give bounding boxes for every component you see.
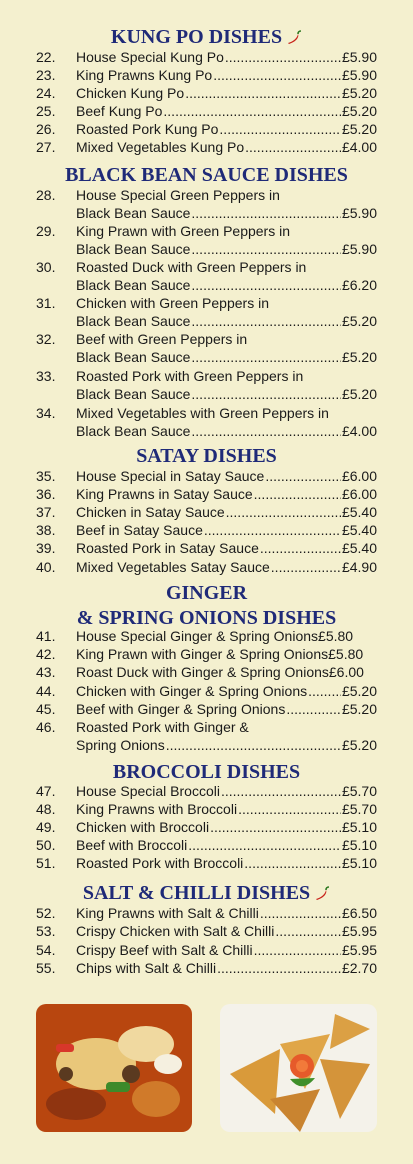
food-photo-sesame-toast xyxy=(220,1004,377,1132)
item-price: £6.50 xyxy=(341,905,377,921)
menu-item xyxy=(0,294,413,330)
item-name: Black Bean Sauce xyxy=(76,313,191,329)
item-price: £5.20 xyxy=(341,683,377,699)
item-name: King Prawns in Satay Sauce xyxy=(76,486,253,502)
item-name: Black Bean Sauce xyxy=(76,277,191,293)
item-price: £5.90 xyxy=(341,67,377,83)
menu-item xyxy=(0,521,413,539)
menu-item xyxy=(0,682,413,700)
item-price: £5.40 xyxy=(341,540,377,556)
menu-item xyxy=(0,330,413,366)
dot-leader xyxy=(226,503,341,521)
section-title: BLACK BEAN SAUCE DISHES xyxy=(65,164,348,186)
item-name-line1: Roasted Pork with Ginger & xyxy=(76,719,249,735)
menu-item xyxy=(0,404,413,440)
item-name: Black Bean Sauce xyxy=(76,241,191,257)
dot-leader xyxy=(254,485,341,503)
item-price: £5.10 xyxy=(341,819,377,835)
item-name: Black Bean Sauce xyxy=(76,205,191,221)
item-number: 36. xyxy=(36,486,56,502)
dot-leader xyxy=(191,276,341,294)
item-name: Black Bean Sauce xyxy=(76,349,191,365)
item-price: £5.70 xyxy=(341,801,377,817)
item-name-line1: Mixed Vegetables with Green Peppers in xyxy=(76,405,329,421)
item-number: 51. xyxy=(36,855,56,871)
item-number: 54. xyxy=(36,942,56,958)
item-number: 45. xyxy=(36,701,56,717)
dot-leader xyxy=(225,48,341,66)
food-photo-stir-fry xyxy=(36,1004,192,1132)
menu-item xyxy=(0,186,413,222)
section-satay xyxy=(0,445,413,467)
menu-item xyxy=(0,66,413,84)
menu-item xyxy=(0,485,413,503)
menu-item xyxy=(0,258,413,294)
item-price: £5.80 xyxy=(318,628,354,644)
dot-leader xyxy=(244,854,341,872)
item-price: £5.90 xyxy=(341,205,377,221)
dot-leader xyxy=(185,84,341,102)
menu-item xyxy=(0,102,413,120)
dot-leader xyxy=(191,204,341,222)
item-name: Spring Onions xyxy=(76,737,165,753)
item-number: 30. xyxy=(36,259,56,275)
menu-item xyxy=(0,627,413,645)
item-number: 37. xyxy=(36,504,56,520)
dot-leader xyxy=(204,521,341,539)
menu-item xyxy=(0,467,413,485)
menu-item xyxy=(0,941,413,959)
dot-leader xyxy=(191,312,341,330)
chili-pepper-icon xyxy=(286,30,302,46)
menu-item xyxy=(0,782,413,800)
section-title-text: KUNG PO DISHES xyxy=(110,26,283,48)
section-title-text: SALT & CHILLI DISHES xyxy=(82,882,311,904)
item-price: £6.00 xyxy=(328,664,364,680)
item-name-line1: Roasted Pork with Green Peppers in xyxy=(76,368,304,384)
item-price: £5.20 xyxy=(341,121,377,137)
menu-item xyxy=(0,854,413,872)
section-black-bean xyxy=(0,164,413,186)
dot-leader xyxy=(166,736,341,754)
item-price: £5.20 xyxy=(341,386,377,402)
item-number: 23. xyxy=(36,67,56,83)
dot-leader xyxy=(191,348,341,366)
item-name: Chips with Salt & Chilli xyxy=(76,960,217,976)
item-name: Roast Duck with Ginger & Spring Onions xyxy=(76,664,329,680)
dot-leader xyxy=(213,66,341,84)
dot-leader xyxy=(210,818,341,836)
item-number: 55. xyxy=(36,960,56,976)
item-name: Black Bean Sauce xyxy=(76,386,191,402)
item-number: 28. xyxy=(36,187,56,203)
dot-leader xyxy=(163,102,341,120)
dot-leader xyxy=(191,240,341,258)
item-number: 41. xyxy=(36,628,56,644)
section-title xyxy=(0,882,413,904)
item-name: King Prawns Kung Po xyxy=(76,67,213,83)
item-name: Mixed Vegetables Kung Po xyxy=(76,139,245,155)
dot-leader xyxy=(286,700,341,718)
item-number: 44. xyxy=(36,683,56,699)
item-number: 53. xyxy=(36,923,56,939)
item-price: £5.20 xyxy=(341,85,377,101)
item-number: 50. xyxy=(36,837,56,853)
stir-fry-image xyxy=(36,1004,192,1132)
item-name: Chicken with Ginger & Spring Onions xyxy=(76,683,308,699)
item-number: 26. xyxy=(36,121,56,137)
dot-leader xyxy=(191,422,341,440)
menu-item xyxy=(0,922,413,940)
item-name-line1: Roasted Duck with Green Peppers in xyxy=(76,259,307,275)
dot-leader xyxy=(221,782,341,800)
section-ginger xyxy=(0,582,413,629)
item-name: House Special in Satay Sauce xyxy=(76,468,265,484)
item-name: Crispy Chicken with Salt & Chilli xyxy=(76,923,275,939)
sesame-toast-image xyxy=(220,1004,377,1132)
menu-item xyxy=(0,718,413,754)
item-number: 42. xyxy=(36,646,56,662)
item-price: £5.90 xyxy=(341,241,377,257)
item-name: Black Bean Sauce xyxy=(76,423,191,439)
item-price: £6.00 xyxy=(341,468,377,484)
item-name: House Special Kung Po xyxy=(76,49,224,65)
section-title: BROCCOLI DISHES xyxy=(112,761,301,783)
menu-item xyxy=(0,904,413,922)
section-title-line2: & SPRING ONIONS DISHES xyxy=(76,607,337,629)
item-name: Chicken in Satay Sauce xyxy=(76,504,225,520)
dot-leader xyxy=(188,836,341,854)
item-name: House Special Broccoli xyxy=(76,783,220,799)
item-name: Beef in Satay Sauce xyxy=(76,522,203,538)
menu-item xyxy=(0,539,413,557)
dot-leader xyxy=(260,904,341,922)
menu-item xyxy=(0,367,413,403)
item-number: 24. xyxy=(36,85,56,101)
item-number: 38. xyxy=(36,522,56,538)
item-name: Beef with Broccoli xyxy=(76,837,188,853)
item-number: 46. xyxy=(36,719,56,735)
item-number: 47. xyxy=(36,783,56,799)
dot-leader xyxy=(238,800,341,818)
item-number: 29. xyxy=(36,223,56,239)
item-price: £6.00 xyxy=(341,486,377,502)
menu-item xyxy=(0,558,413,576)
item-price: £5.80 xyxy=(328,646,364,662)
menu-item xyxy=(0,48,413,66)
item-name-line1: House Special Green Peppers in xyxy=(76,187,280,203)
dot-leader xyxy=(271,558,341,576)
item-price: £5.20 xyxy=(341,313,377,329)
item-name: King Prawn with Ginger & Spring Onions xyxy=(76,646,329,662)
dot-leader xyxy=(254,941,341,959)
menu-item xyxy=(0,222,413,258)
item-name-line1: Chicken with Green Peppers in xyxy=(76,295,269,311)
item-price: £5.10 xyxy=(341,855,377,871)
item-name: Chicken with Broccoli xyxy=(76,819,210,835)
item-price: £5.20 xyxy=(341,103,377,119)
menu-item xyxy=(0,503,413,521)
item-price: £4.00 xyxy=(341,139,377,155)
dot-leader xyxy=(260,539,341,557)
item-name: Mixed Vegetables Satay Sauce xyxy=(76,559,270,575)
dot-leader xyxy=(308,682,341,700)
item-price: £5.10 xyxy=(341,837,377,853)
section-broccoli xyxy=(0,761,413,783)
item-number: 31. xyxy=(36,295,56,311)
menu-item xyxy=(0,800,413,818)
item-name: King Prawns with Broccoli xyxy=(76,801,238,817)
item-name: Chicken Kung Po xyxy=(76,85,185,101)
item-price: £4.90 xyxy=(341,559,377,575)
dot-leader xyxy=(275,922,341,940)
menu-item xyxy=(0,959,413,977)
menu-item xyxy=(0,663,413,681)
dot-leader xyxy=(217,959,341,977)
item-name: Roasted Pork in Satay Sauce xyxy=(76,540,259,556)
item-number: 34. xyxy=(36,405,56,421)
menu-item xyxy=(0,818,413,836)
section-title xyxy=(0,26,413,48)
item-price: £2.70 xyxy=(341,960,377,976)
item-price: £5.40 xyxy=(341,504,377,520)
item-number: 25. xyxy=(36,103,56,119)
item-price: £5.95 xyxy=(341,923,377,939)
section-kung-po xyxy=(0,26,413,48)
item-number: 49. xyxy=(36,819,56,835)
item-number: 35. xyxy=(36,468,56,484)
item-price: £4.00 xyxy=(341,423,377,439)
item-name-line1: King Prawn with Green Peppers in xyxy=(76,223,290,239)
dot-leader xyxy=(219,120,341,138)
dot-leader xyxy=(265,467,341,485)
chili-pepper-icon xyxy=(314,886,330,902)
menu-item xyxy=(0,84,413,102)
item-name: House Special Ginger & Spring Onions xyxy=(76,628,319,644)
item-price: £6.20 xyxy=(341,277,377,293)
item-number: 22. xyxy=(36,49,56,65)
section-salt-chilli xyxy=(0,882,413,904)
menu-item xyxy=(0,645,413,663)
item-price: £5.20 xyxy=(341,349,377,365)
dot-leader xyxy=(191,385,341,403)
menu-item xyxy=(0,700,413,718)
item-number: 52. xyxy=(36,905,56,921)
item-price: £5.20 xyxy=(341,737,377,753)
item-name: Crispy Beef with Salt & Chilli xyxy=(76,942,253,958)
item-number: 33. xyxy=(36,368,56,384)
item-price: £5.70 xyxy=(341,783,377,799)
item-number: 32. xyxy=(36,331,56,347)
dot-leader xyxy=(245,138,341,156)
menu-item xyxy=(0,138,413,156)
menu-item xyxy=(0,120,413,138)
item-name: Beef with Ginger & Spring Onions xyxy=(76,701,286,717)
item-name: King Prawns with Salt & Chilli xyxy=(76,905,259,921)
section-title: GINGER xyxy=(165,582,248,604)
menu-item xyxy=(0,836,413,854)
item-price: £5.90 xyxy=(341,49,377,65)
item-price: £5.20 xyxy=(341,701,377,717)
item-price: £5.40 xyxy=(341,522,377,538)
item-number: 48. xyxy=(36,801,56,817)
item-name: Roasted Pork with Broccoli xyxy=(76,855,244,871)
item-number: 43. xyxy=(36,664,56,680)
item-number: 39. xyxy=(36,540,56,556)
item-price: £5.95 xyxy=(341,942,377,958)
item-name: Roasted Pork Kung Po xyxy=(76,121,219,137)
item-name: Beef Kung Po xyxy=(76,103,163,119)
item-number: 40. xyxy=(36,559,56,575)
item-number: 27. xyxy=(36,139,56,155)
item-name-line1: Beef with Green Peppers in xyxy=(76,331,248,347)
section-title: SATAY DISHES xyxy=(136,445,277,467)
